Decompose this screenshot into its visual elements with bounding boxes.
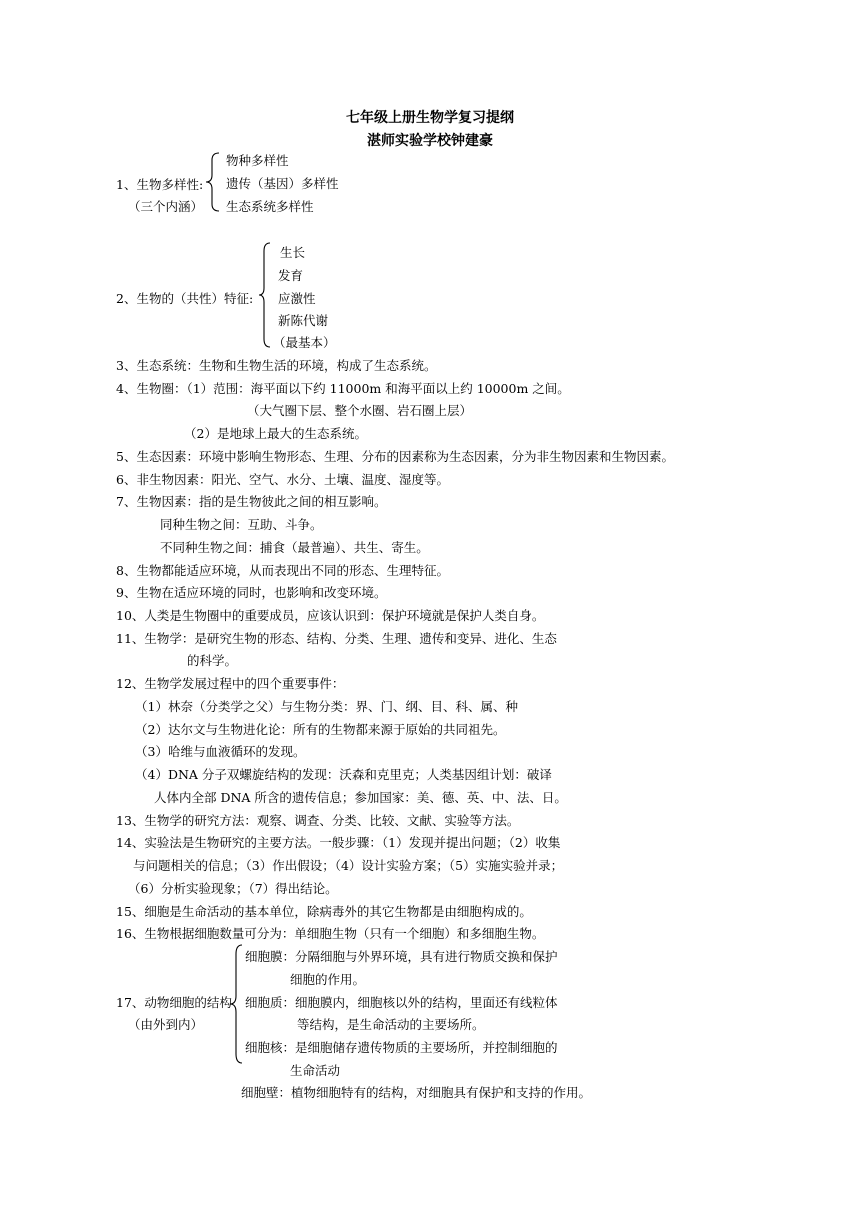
document-title: 七年级上册生物学复习提纲 (346, 110, 514, 126)
biodiversity-branch-1: 物种多样性 (226, 153, 289, 168)
item-14-line-2: 与问题相关的信息；（3）作出假设；（4）设计实验方案；（5）实施实验并录； (133, 858, 564, 873)
biodiversity-branch-3: 生态系统多样性 (226, 199, 314, 214)
item-7-line-3: 不同种生物之间：捕食（最普遍）、共生、寄生。 (160, 540, 429, 555)
item-12-event-3: （3）哈维与血液循环的发现。 (135, 744, 306, 759)
item-12-event-2: （2）达尔文与生物进化论：所有的生物都来源于原始的共同祖先。 (135, 722, 506, 737)
nucleus-line-1: 细胞核：是细胞储存遗传物质的主要场所，并控制细胞的 (245, 1040, 558, 1055)
item-10: 10、人类是生物圈中的重要成员，应该认识到：保护环境就是保护人类自身。 (116, 608, 545, 623)
cytoplasm-line-1: 细胞质：细胞膜内，细胞核以外的结构，里面还有线粒体 (245, 995, 558, 1010)
item-9: 9、生物在适应环境的同时，也影响和改变环境。 (116, 585, 387, 600)
item-1-sublabel: （三个内涵） (128, 199, 204, 214)
item-7-line-1: 7、生物因素：指的是生物彼此之间的相互影响。 (116, 494, 387, 509)
item-1-label: 1、生物多样性: (116, 177, 204, 192)
item-8: 8、生物都能适应环境，从而表现出不同的形态、生理特征。 (116, 563, 449, 578)
item-7-line-2: 同种生物之间：互助、斗争。 (160, 517, 323, 532)
item-12-line-1: 12、生物学发展过程中的四个重要事件： (116, 676, 345, 691)
item-17-label: 17、动物细胞的结构 (116, 995, 232, 1010)
item-16: 16、生物根据细胞数量可分为：单细胞生物（只有一个细胞）和多细胞生物。 (116, 926, 545, 941)
item-12-event-4a: （4）DNA 分子双螺旋结构的发现：沃森和克里克；人类基因组计划：破译 (135, 767, 552, 782)
item-14-line-1: 14、实验法是生物研究的主要方法。一般步骤：（1）发现并提出问题；（2）收集 (116, 835, 561, 850)
item-12-event-4b: 人体内全部 DNA 所含的遗传信息；参加国家：美、德、英、中、法、日。 (154, 790, 567, 805)
item-4-line-3: （2）是地球上最大的生态系统。 (184, 426, 367, 441)
nucleus-line-2: 生命活动 (290, 1063, 341, 1078)
item-11-line-1: 11、生物学：是研究生物的形态、结构、分类、生理、遗传和变异、进化、生态 (116, 631, 557, 646)
item-11-line-2: 的科学。 (187, 653, 238, 668)
biodiversity-brace (205, 152, 225, 212)
characteristic-branch-4: 新陈代谢 (278, 313, 329, 328)
item-14-line-3: （6）分析实验现象；（7）得出结论。 (128, 881, 338, 896)
cell-membrane-line-1: 细胞膜：分隔细胞与外界环境，具有进行物质交换和保护 (245, 949, 558, 964)
cytoplasm-line-2: 等结构，是生命活动的主要场所。 (297, 1017, 485, 1032)
characteristics-brace (258, 242, 274, 348)
characteristic-branch-2: 发育 (278, 268, 304, 283)
item-6: 6、非生物因素：阳光、空气、水分、土壤、温度、湿度等。 (116, 472, 449, 487)
item-2-label: 2、生物的（共性）特征: (116, 291, 254, 306)
characteristic-branch-3: 应激性 (278, 291, 316, 306)
characteristic-branch-5: （最基本） (273, 335, 336, 350)
item-5: 5、生态因素：环境中影响生物形态、生理、分布的因素称为生态因素，分为非生物因素和生物因素。 (116, 449, 674, 464)
item-12-event-1: （1）林奈（分类学之父）与生物分类：界、门、纲、目、科、属、种 (135, 699, 518, 714)
cell-membrane-line-2: 细胞的作用。 (290, 972, 366, 987)
item-13: 13、生物学的研究方法：观察、调查、分类、比较、文献、实验等方法。 (116, 813, 520, 828)
cell-wall-line: 细胞壁：植物细胞特有的结构，对细胞具有保护和支持的作用。 (241, 1085, 592, 1100)
item-4-line-2: （大气圈下层、整个水圈、岩石圈上层） (247, 403, 473, 418)
item-15: 15、细胞是生命活动的基本单位，除病毒外的其它生物都是由细胞构成的。 (116, 904, 532, 919)
item-17-sublabel: （由外到内） (128, 1017, 204, 1032)
document-author: 湛师实验学校钟建豪 (367, 133, 493, 149)
item-3: 3、生态系统：生物和生物生活的环境，构成了生态系统。 (116, 358, 437, 373)
biodiversity-branch-2: 遗传（基因）多样性 (226, 176, 339, 191)
characteristic-branch-1: 生长 (280, 245, 306, 260)
item-4-line-1: 4、生物圈：（1）范围：海平面以下约 11000m 和海平面以上约 10000m 之间。 (116, 381, 570, 396)
